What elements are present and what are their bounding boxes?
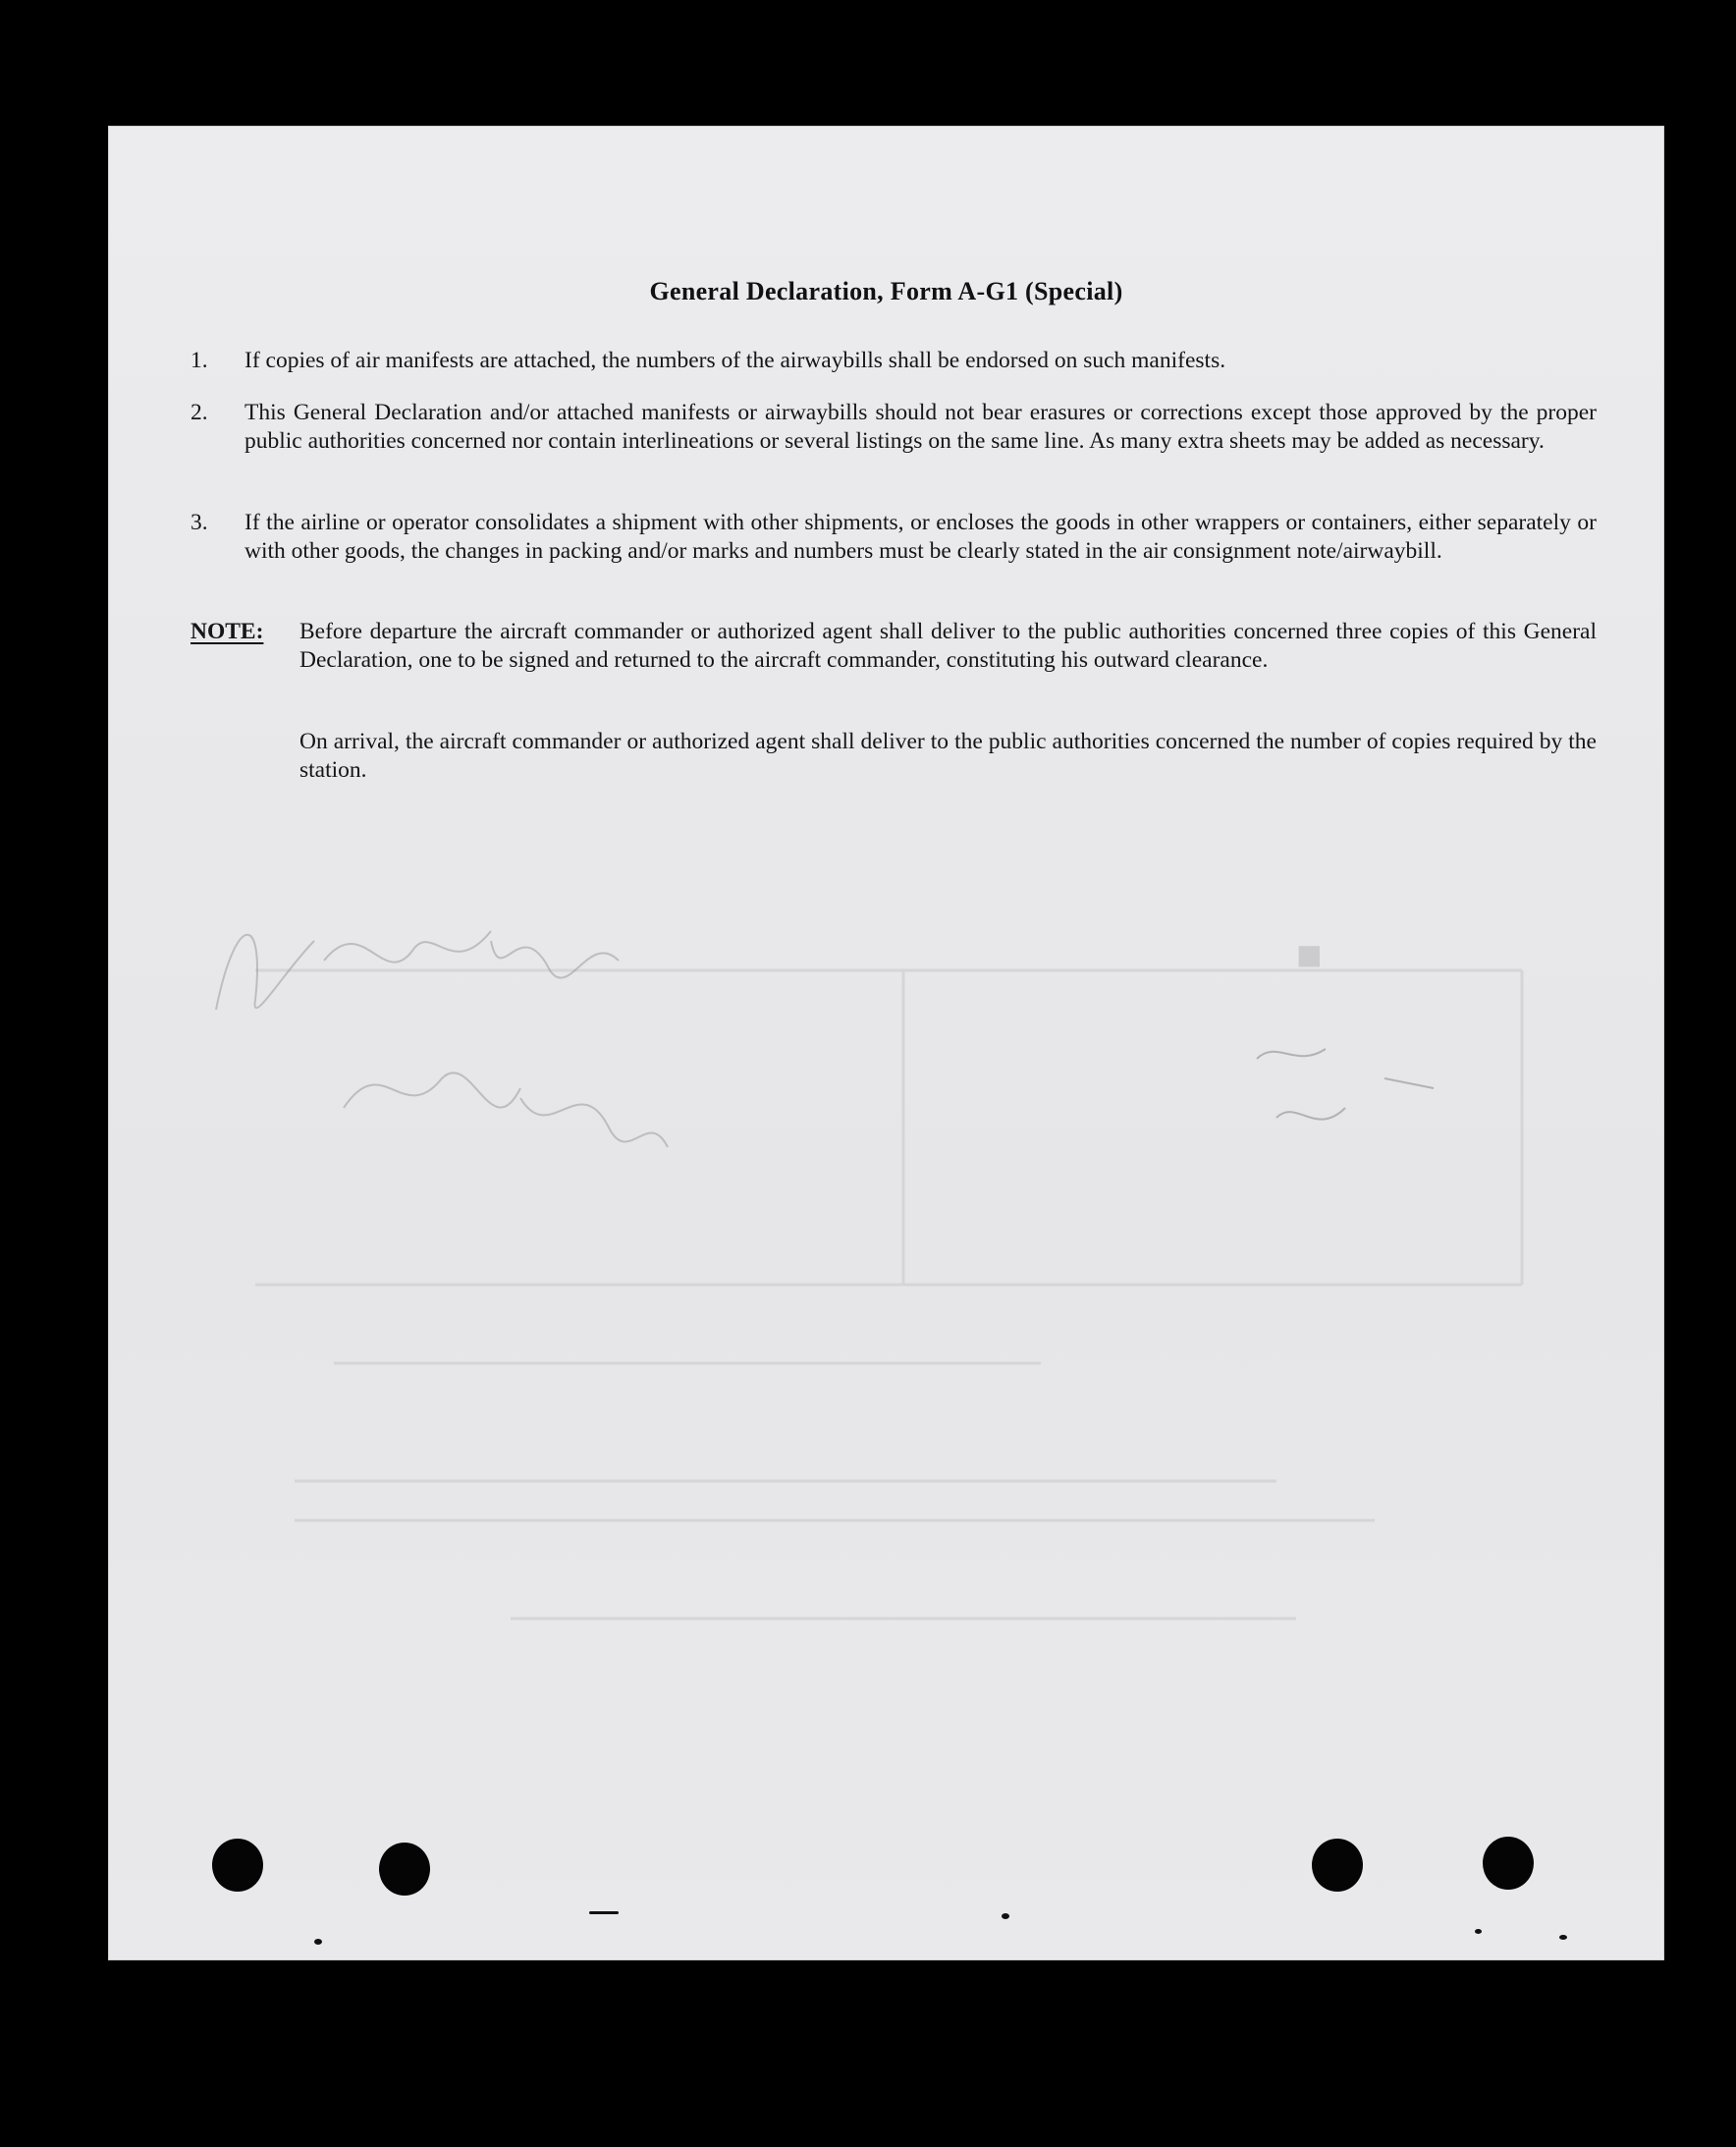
- punch-hole: [1483, 1837, 1534, 1890]
- bleed-through-mark: ■: [1296, 931, 1323, 979]
- punch-hole: [212, 1839, 263, 1892]
- punch-hole: [379, 1843, 430, 1896]
- list-item-text: If copies of air manifests are attached, the numbers of the airwaybills shall be endorsed on such manifests.: [244, 348, 1226, 373]
- list-item-text: If the airline or operator consolidates a shipment with other shipments, or encloses the goods in other wrappers or containers, either separately or with other goods, the changes in packing and/or marks and numbers must be clearly stated in the air consignment note/airwaybill.: [244, 510, 1597, 564]
- dust-speck: [1475, 1929, 1482, 1934]
- list-item-number: 3.: [190, 510, 208, 535]
- pencil-scribble: [196, 853, 746, 1206]
- pencil-marks-right: [1237, 1010, 1492, 1167]
- note-block: [190, 618, 1597, 675]
- dust-speck: [589, 1911, 619, 1914]
- list-item-2: [190, 399, 1597, 456]
- list-item-1: [190, 347, 1597, 375]
- document-page: [108, 126, 1664, 1960]
- dust-speck: [314, 1939, 322, 1945]
- list-item-text: This General Declaration and/or attached manifests or airwaybills should not bear erasures or corrections except those approved by the proper public authorities concerned nor contain interlineations or several listings on the same line. As many extra sheets may be added as necessary.: [244, 400, 1597, 454]
- punch-hole: [1312, 1839, 1363, 1892]
- page-title: General Declaration, Form A-G1 (Special): [649, 277, 1123, 305]
- dust-speck: [1002, 1913, 1009, 1919]
- list-item-number: 2.: [190, 400, 208, 425]
- dust-speck: [1559, 1935, 1567, 1940]
- note-text: Before departure the aircraft commander or authorized agent shall deliver to the public authorities concerned three copies of this General Declaration, one to be signed and returned to the aircraft commander, constituting his outward clearance.: [299, 619, 1597, 673]
- list-item-number: 1.: [190, 348, 208, 373]
- note-text-arrival: On arrival, the aircraft commander or authorized agent shall deliver to the public authorities concerned the number of copies required by the station.: [299, 729, 1597, 783]
- list-item-3: [190, 509, 1597, 566]
- note-label: NOTE:: [190, 619, 264, 644]
